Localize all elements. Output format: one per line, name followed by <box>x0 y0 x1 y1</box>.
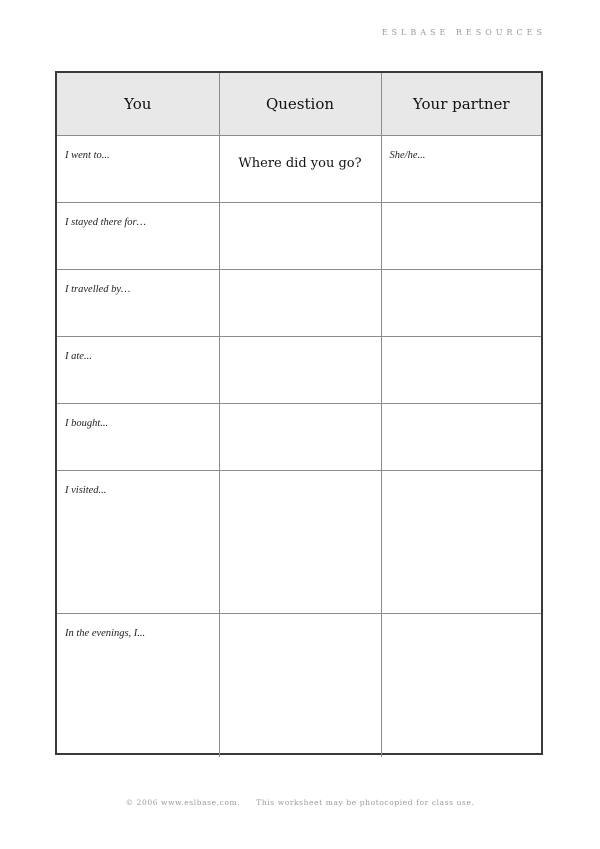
you-prompt: I visited... <box>65 485 107 496</box>
you-prompt: I travelled by… <box>65 284 131 295</box>
table-row <box>57 614 541 757</box>
partner-cell <box>381 471 541 614</box>
question-cell <box>219 404 381 471</box>
you-prompt: I stayed there for… <box>65 217 146 228</box>
column-header-question: Question <box>219 73 381 136</box>
partner-cell <box>381 270 541 337</box>
footer-notice: This worksheet may be photocopied for class use. <box>256 798 475 807</box>
partner-cell <box>381 203 541 270</box>
you-prompt: I bought... <box>65 418 109 429</box>
table-row <box>57 337 541 404</box>
table-row <box>57 136 541 203</box>
question-cell <box>219 471 381 614</box>
footer-copyright: © 2006 www.eslbase.com. <box>125 798 241 807</box>
footer <box>0 798 600 807</box>
column-header-you: You <box>57 73 219 136</box>
table-row <box>57 471 541 614</box>
you-cell <box>57 404 219 471</box>
question-cell <box>219 203 381 270</box>
you-cell <box>57 337 219 404</box>
you-cell <box>57 614 219 757</box>
partner-cell <box>381 614 541 757</box>
question-cell <box>219 614 381 757</box>
table-row <box>57 404 541 471</box>
question-cell <box>219 136 381 203</box>
you-cell <box>57 203 219 270</box>
partner-cell <box>381 404 541 471</box>
you-cell <box>57 471 219 614</box>
table-row <box>57 270 541 337</box>
you-prompt: In the evenings, I... <box>65 628 146 639</box>
table-row <box>57 203 541 270</box>
partner-cell <box>381 337 541 404</box>
question-cell <box>219 270 381 337</box>
partner-prompt: She/he... <box>389 150 426 161</box>
worksheet-table-frame <box>55 71 543 755</box>
column-header-partner: Your partner <box>381 73 541 136</box>
worksheet-table <box>57 73 541 757</box>
brand-header: ESLBASE RESOURCES <box>381 28 546 37</box>
you-cell <box>57 270 219 337</box>
partner-cell <box>381 136 541 203</box>
you-prompt: I ate... <box>65 351 92 362</box>
you-prompt: I went to... <box>65 150 110 161</box>
question-cell <box>219 337 381 404</box>
question-text: Where did you go? <box>238 156 362 171</box>
table-header-row <box>57 73 541 136</box>
you-cell <box>57 136 219 203</box>
